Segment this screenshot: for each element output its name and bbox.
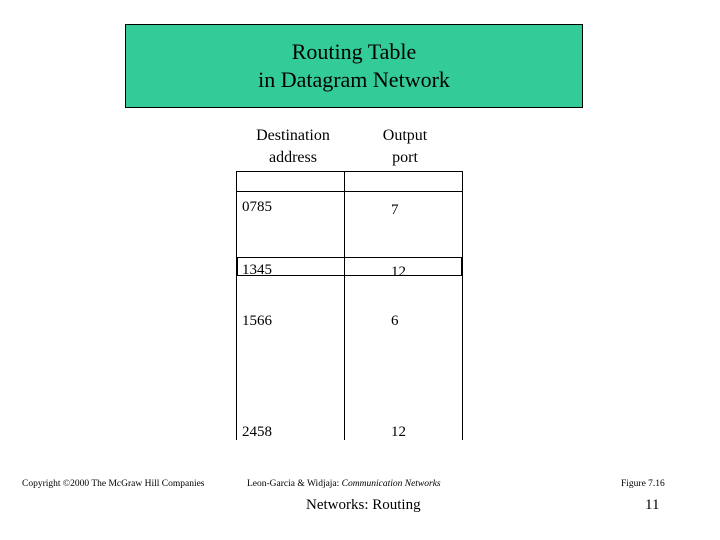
header-port-line-1: Output — [382, 127, 428, 144]
table-column-divider — [344, 171, 345, 440]
footer-copyright: Copyright ©2000 The McGraw Hill Companies — [22, 479, 205, 489]
row-3-port: 6 — [391, 313, 399, 329]
header-destination-line-2: address — [269, 149, 317, 166]
table-left-border — [236, 171, 237, 440]
row-1-address: 0785 — [242, 199, 272, 215]
header-destination-address — [238, 125, 348, 169]
footer-course-title: Networks: Routing — [306, 497, 421, 513]
page-number: 11 — [645, 497, 660, 513]
slide-title-line-2: in Datagram Network — [258, 67, 450, 92]
slide-title-line-1: Routing Table — [291, 39, 417, 64]
header-output-port — [346, 125, 464, 169]
row-4-port: 12 — [391, 424, 406, 440]
citation-title: Communication Networks — [341, 479, 441, 489]
row-2-port: 12 — [391, 264, 406, 280]
footer-citation — [247, 478, 441, 490]
row-4-address: 2458 — [242, 424, 272, 440]
header-port-line-2: port — [392, 149, 418, 166]
row-2-address: 1345 — [242, 262, 272, 278]
table-right-border — [462, 171, 463, 440]
row-3-address: 1566 — [242, 313, 272, 329]
footer-figure-number: Figure 7.16 — [621, 479, 665, 489]
table-top-border — [236, 171, 463, 172]
slide-title-box — [125, 24, 583, 108]
header-destination-line-1: Destination — [256, 127, 330, 144]
row-1-port: 7 — [391, 202, 399, 218]
table-header-divider — [236, 191, 463, 192]
citation-authors: Leon-Garcia & Widjaja: — [247, 479, 342, 489]
